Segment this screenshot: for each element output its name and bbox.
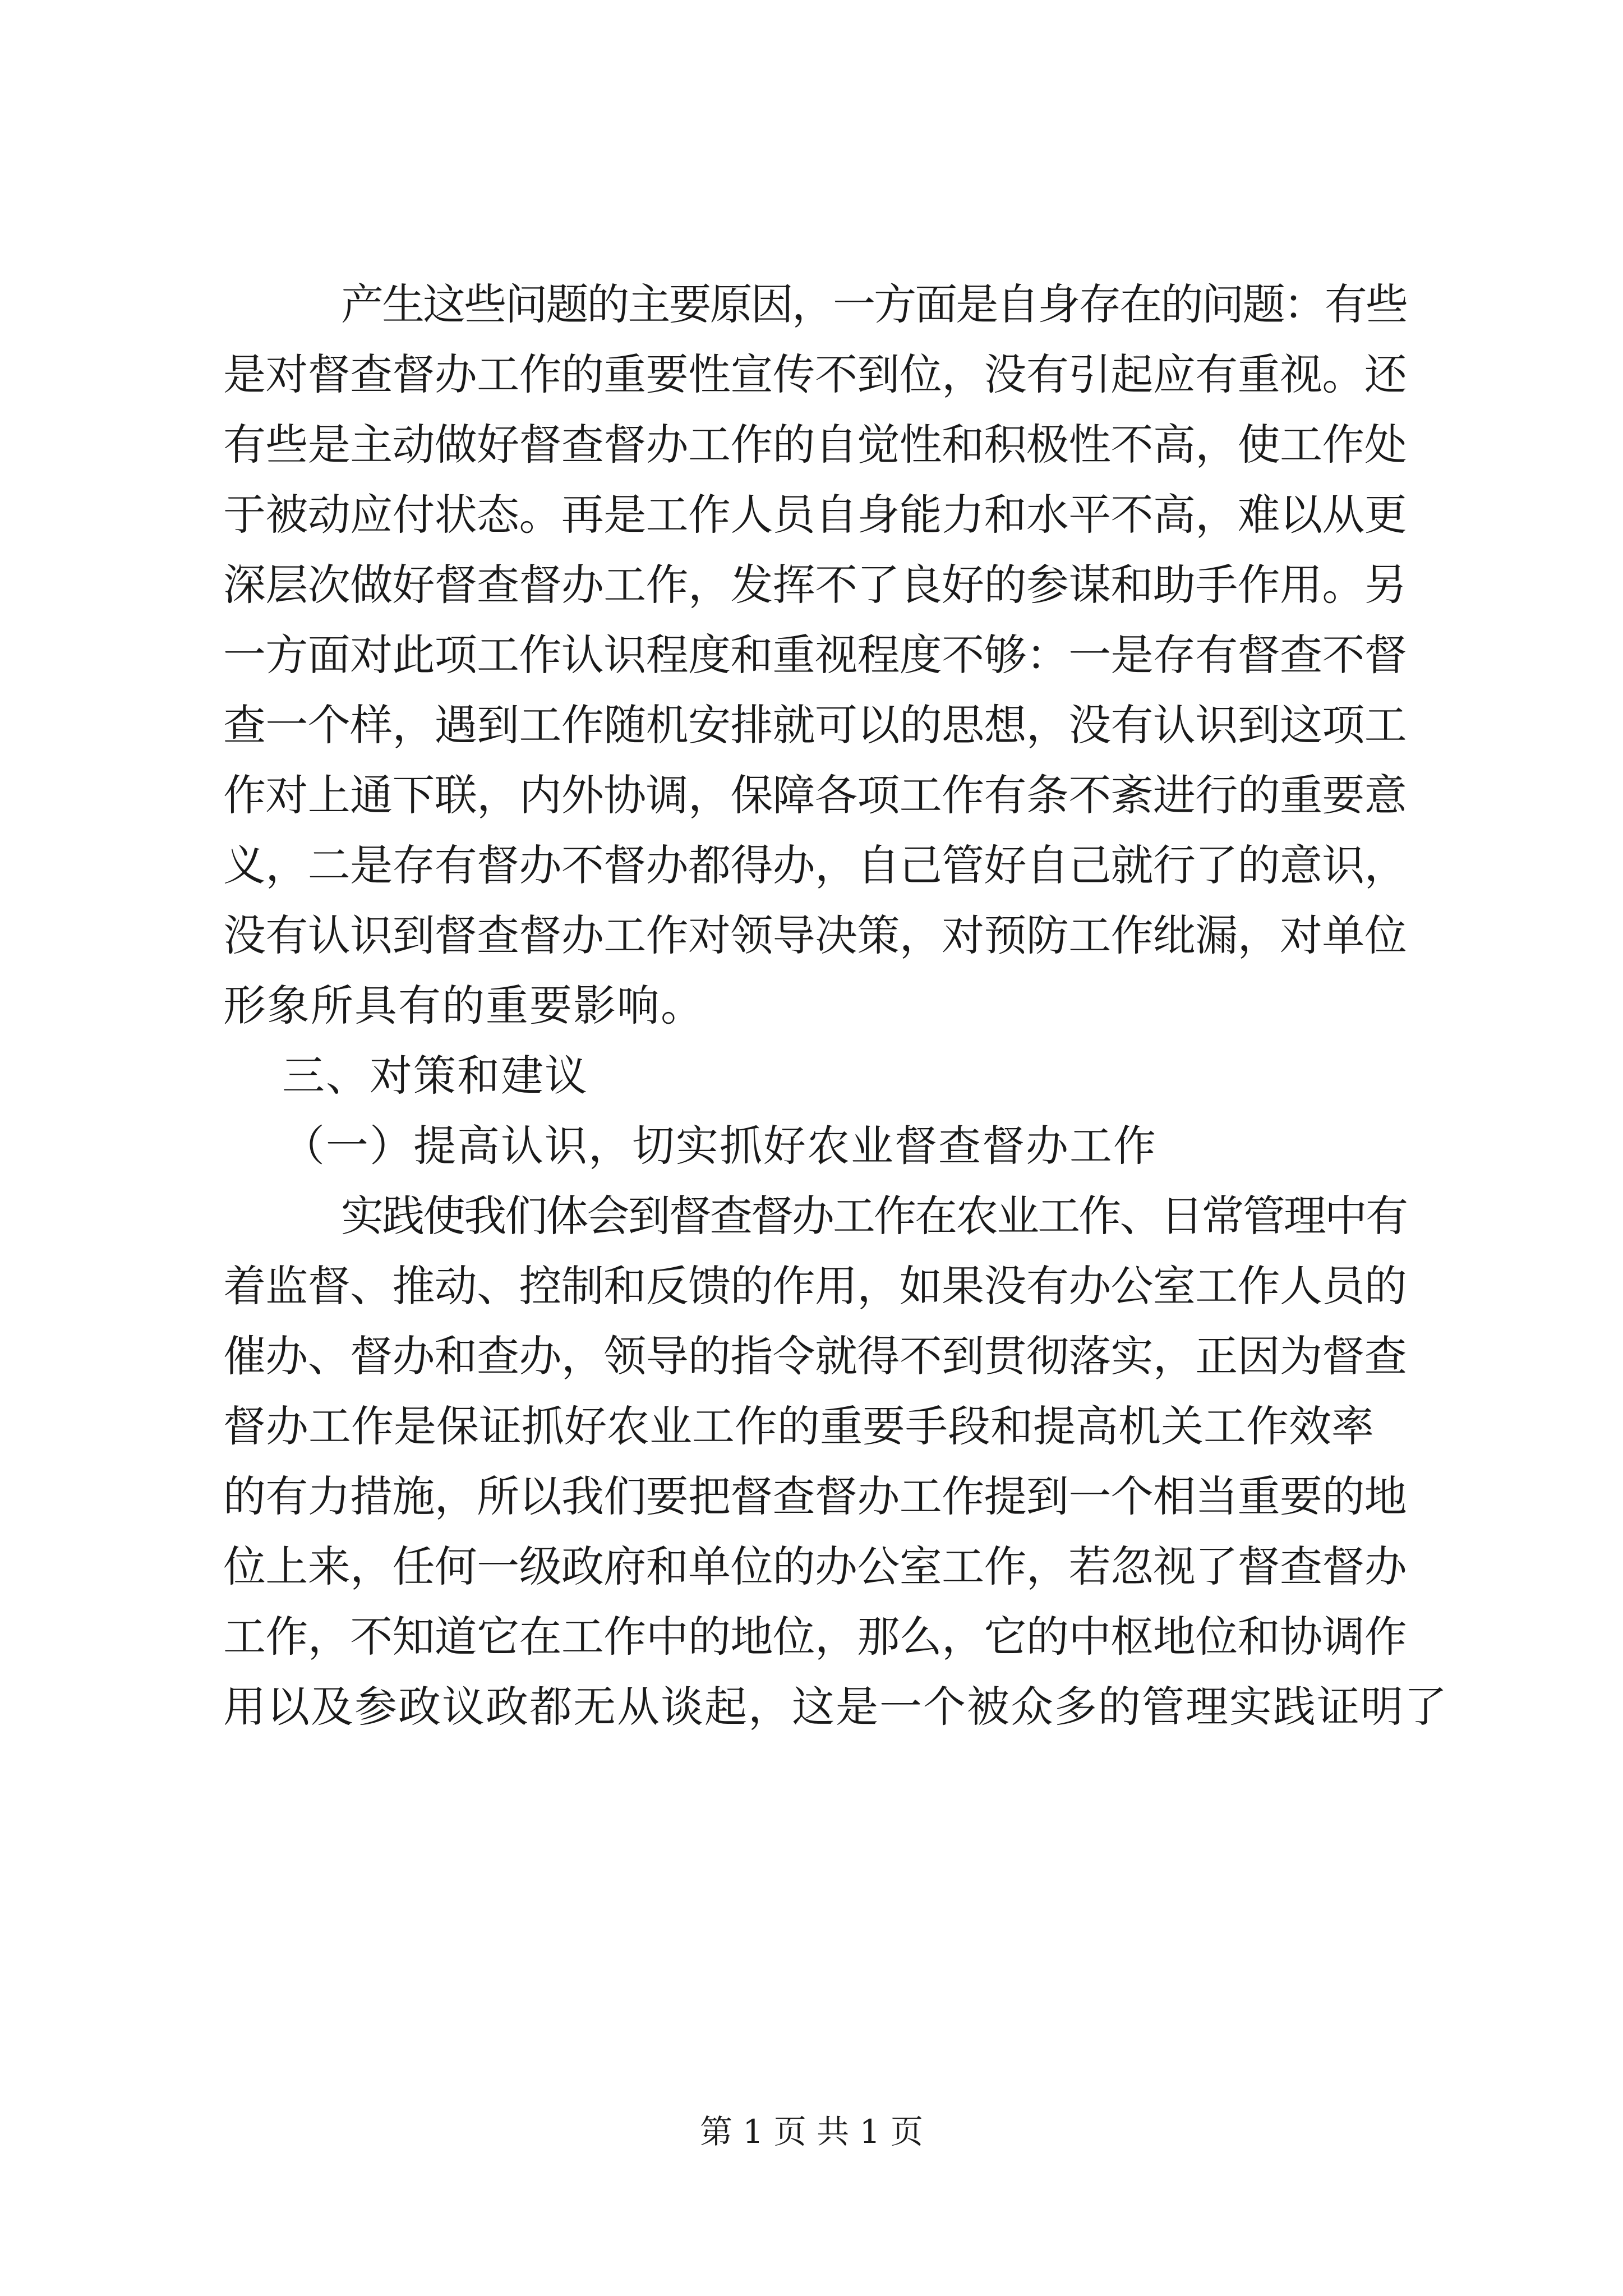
text-line: 产生这些问题的主要原因，一方面是自身存在的问题：有些 bbox=[341, 279, 1407, 329]
text-line: 实践使我们体会到督查督办工作在农业工作、日常管理中有 bbox=[341, 1191, 1407, 1241]
text-line: 有些是主动做好督查督办工作的自觉性和积极性不高，使工作处 bbox=[223, 420, 1407, 470]
text-line: 没有认识到督查督办工作对领导决策，对预防工作纰漏，对单位 bbox=[223, 910, 1407, 960]
text-line: 义，二是存有督办不督办都得办，自己管好自己就行了的意识， bbox=[223, 840, 1407, 890]
text-line: 形象所具有的重要影响。 bbox=[223, 981, 704, 1030]
text-line: 的有力措施，所以我们要把督查督办工作提到一个相当重要的地 bbox=[223, 1471, 1407, 1521]
document-body bbox=[223, 269, 1448, 1742]
text-line: 工作，不知道它在工作中的地位，那么，它的中枢地位和协调作 bbox=[223, 1612, 1407, 1662]
text-line: 位上来，任何一级政府和单位的办公室工作，若忽视了督查督办 bbox=[223, 1542, 1407, 1591]
text-line: 是对督查督办工作的重要性宣传不到位，没有引起应有重视。还 bbox=[223, 349, 1407, 399]
text-line: 深层次做好督查督办工作，发挥不了良好的参谋和助手作用。另 bbox=[223, 560, 1407, 610]
text-line: 于被动应付状态。再是工作人员自身能力和水平不高，难以从更 bbox=[223, 490, 1407, 540]
text-line: 催办、督办和查办，领导的指令就得不到贯彻落实，正因为督查 bbox=[223, 1331, 1407, 1381]
text-line: 督办工作是保证抓好农业工作的重要手段和提高机关工作效率 bbox=[223, 1401, 1374, 1451]
text-line: 用以及参政议政都无从谈起，这是一个被众多的管理实践证明了 bbox=[223, 1682, 1448, 1732]
text-line: 查一个样，遇到工作随机安排就可以的思想，没有认识到这项工 bbox=[223, 700, 1407, 750]
text-line: 三、对策和建议 bbox=[282, 1051, 588, 1101]
page-footer: 第 1 页 共 1 页 bbox=[700, 2113, 923, 2151]
text-line: 着监督、推动、控制和反馈的作用，如果没有办公室工作人员的 bbox=[223, 1261, 1407, 1311]
text-line: 一方面对此项工作认识程度和重视程度不够：一是存有督查不督 bbox=[223, 630, 1407, 680]
text-line: 作对上通下联，内外协调，保障各项工作有条不紊进行的重要意 bbox=[223, 770, 1407, 820]
text-line: （一）提高认识，切实抓好农业督查督办工作 bbox=[282, 1121, 1157, 1171]
